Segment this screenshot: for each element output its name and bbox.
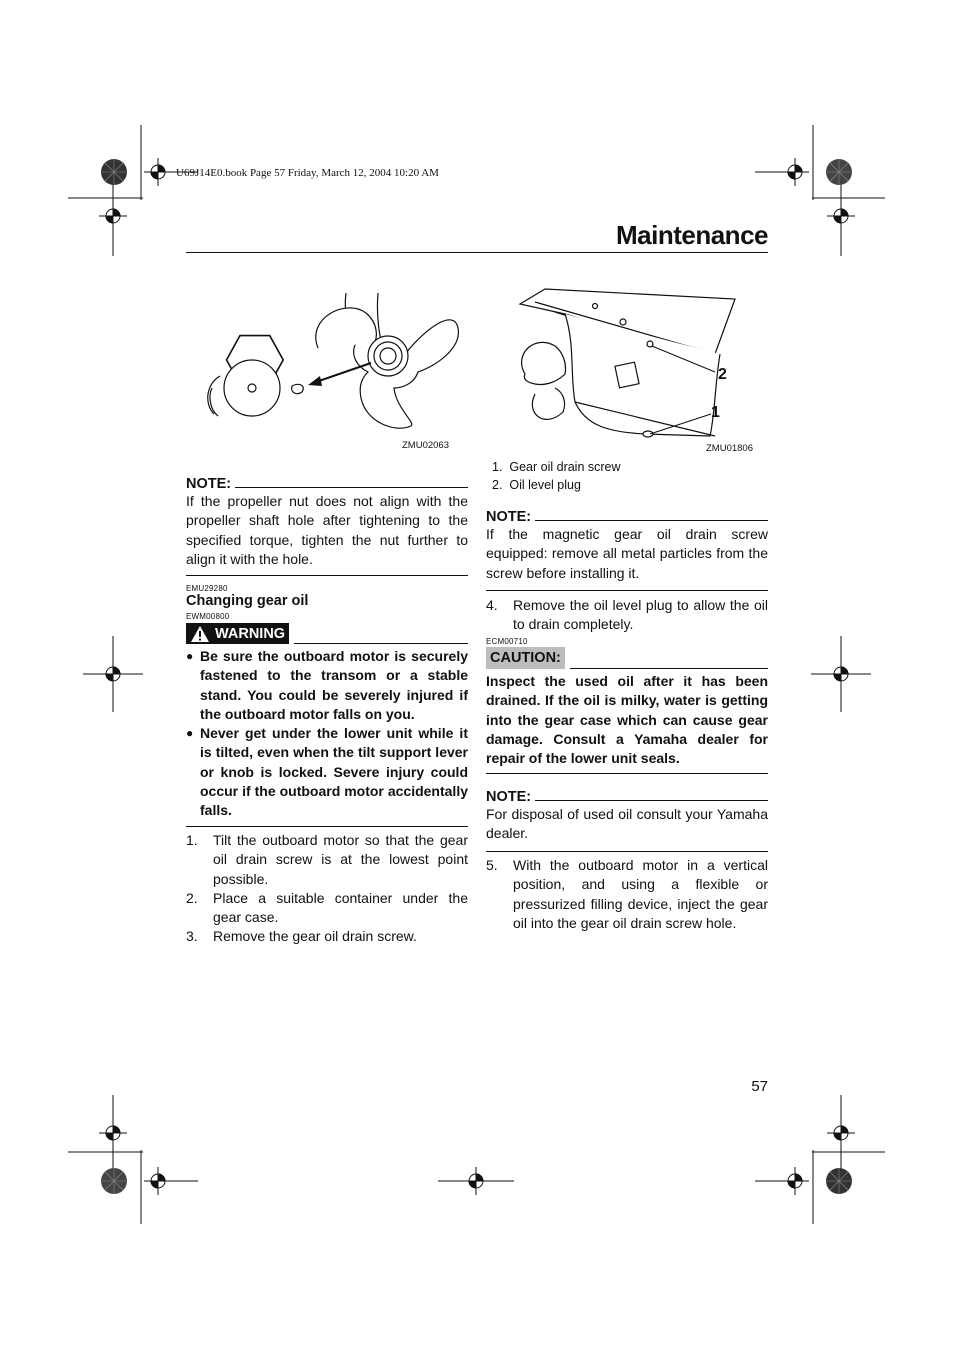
note-text: For disposal of used oil consult your Yamaha dealer. <box>486 806 768 842</box>
warning-bullets <box>186 647 468 821</box>
note-rule <box>535 800 768 801</box>
step-item: 1. Tilt the outboard motor so that the gear oil drain screw is at the lowest point possible. <box>186 832 468 887</box>
steps-list <box>186 831 468 947</box>
warning-end-rule <box>186 826 468 827</box>
note-text: If the magnetic gear oil drain screw equipped: remove all metal particles from the screw before installing it. <box>486 526 768 581</box>
caution-rule <box>570 668 768 669</box>
note-rule <box>235 487 468 488</box>
propeller-illustration <box>196 288 466 436</box>
step-item: 3. Remove the gear oil drain screw. <box>186 928 417 945</box>
figure-legend <box>492 458 621 494</box>
warning-rule <box>294 643 468 644</box>
legend-item: 2. Oil level plug <box>492 478 581 492</box>
note-end-rule <box>486 590 768 591</box>
note-heading: NOTE: <box>186 476 232 492</box>
title-rule <box>186 252 768 253</box>
warning-code: EWM00800 <box>186 612 230 621</box>
step-item: 2. Place a suitable container under the gear case. <box>186 889 468 926</box>
lower-unit-figure-code: ZMU01806 <box>706 443 753 454</box>
right-note-1 <box>486 509 768 583</box>
caution-badge: CAUTION: <box>486 647 565 669</box>
step-5 <box>486 856 768 933</box>
print-info-line: U69J14E0.book Page 57 Friday, March 12, 2004 10:20 AM <box>176 167 439 179</box>
note-heading: NOTE: <box>486 509 532 525</box>
callout-1: 1 <box>711 404 720 421</box>
caution-end-rule <box>486 773 768 774</box>
page-title: Maintenance <box>616 220 768 250</box>
legend-item: 1. Gear oil drain screw <box>492 460 621 474</box>
note-text: If the propeller nut does not align with the propeller shaft hole after tightening to the specified torque, tighten the nut further to align it with the hole. <box>186 493 468 567</box>
warning-label: WARNING <box>215 625 286 642</box>
lower-unit-illustration <box>515 284 760 444</box>
section-title: Changing gear oil <box>186 593 309 609</box>
caution-header <box>486 647 768 669</box>
warning-bullet: ● Never get under the lower unit while it is tilted, even when the tilt support lever or knob is locked. Severe injury could occur if the outboard motor accidentally falls. <box>186 725 468 819</box>
step-4 <box>486 596 768 635</box>
note-rule <box>535 520 768 521</box>
caution-text: Inspect the used oil after it has been drained. If the oil is milky, water is getting into the gear case which can cause gear damage. Consult a Yamaha dealer for repair of the lower unit seals. <box>486 673 768 767</box>
note-end-rule <box>186 575 468 576</box>
callout-2: 2 <box>718 366 727 383</box>
propeller-figure-code: ZMU02063 <box>402 440 449 451</box>
note-heading: NOTE: <box>486 789 532 805</box>
right-note-2 <box>486 789 768 844</box>
warning-bullet: ● Be sure the outboard motor is securely fastened to the transom or a stable stand. You could be severely injured if the outboard motor falls on you. <box>186 648 468 722</box>
section-code: EMU29280 <box>186 584 228 593</box>
step-item: 4. Remove the oil level plug to allow the oil to drain completely. <box>486 597 768 633</box>
warning-header <box>186 623 468 644</box>
bullet-dot: ● <box>186 726 194 741</box>
left-column <box>186 476 468 569</box>
caution-code: ECM00710 <box>486 637 528 646</box>
warning-triangle-icon <box>190 625 210 643</box>
page-number: 57 <box>751 1078 768 1095</box>
warning-badge <box>186 623 289 644</box>
note-end-rule <box>486 851 768 852</box>
bullet-dot: ● <box>186 649 194 663</box>
step-item: 5. With the outboard motor in a vertical position, and using a flexible or pressurized filling device, inject the gear oil into the gear oil drain screw hole. <box>486 857 768 931</box>
